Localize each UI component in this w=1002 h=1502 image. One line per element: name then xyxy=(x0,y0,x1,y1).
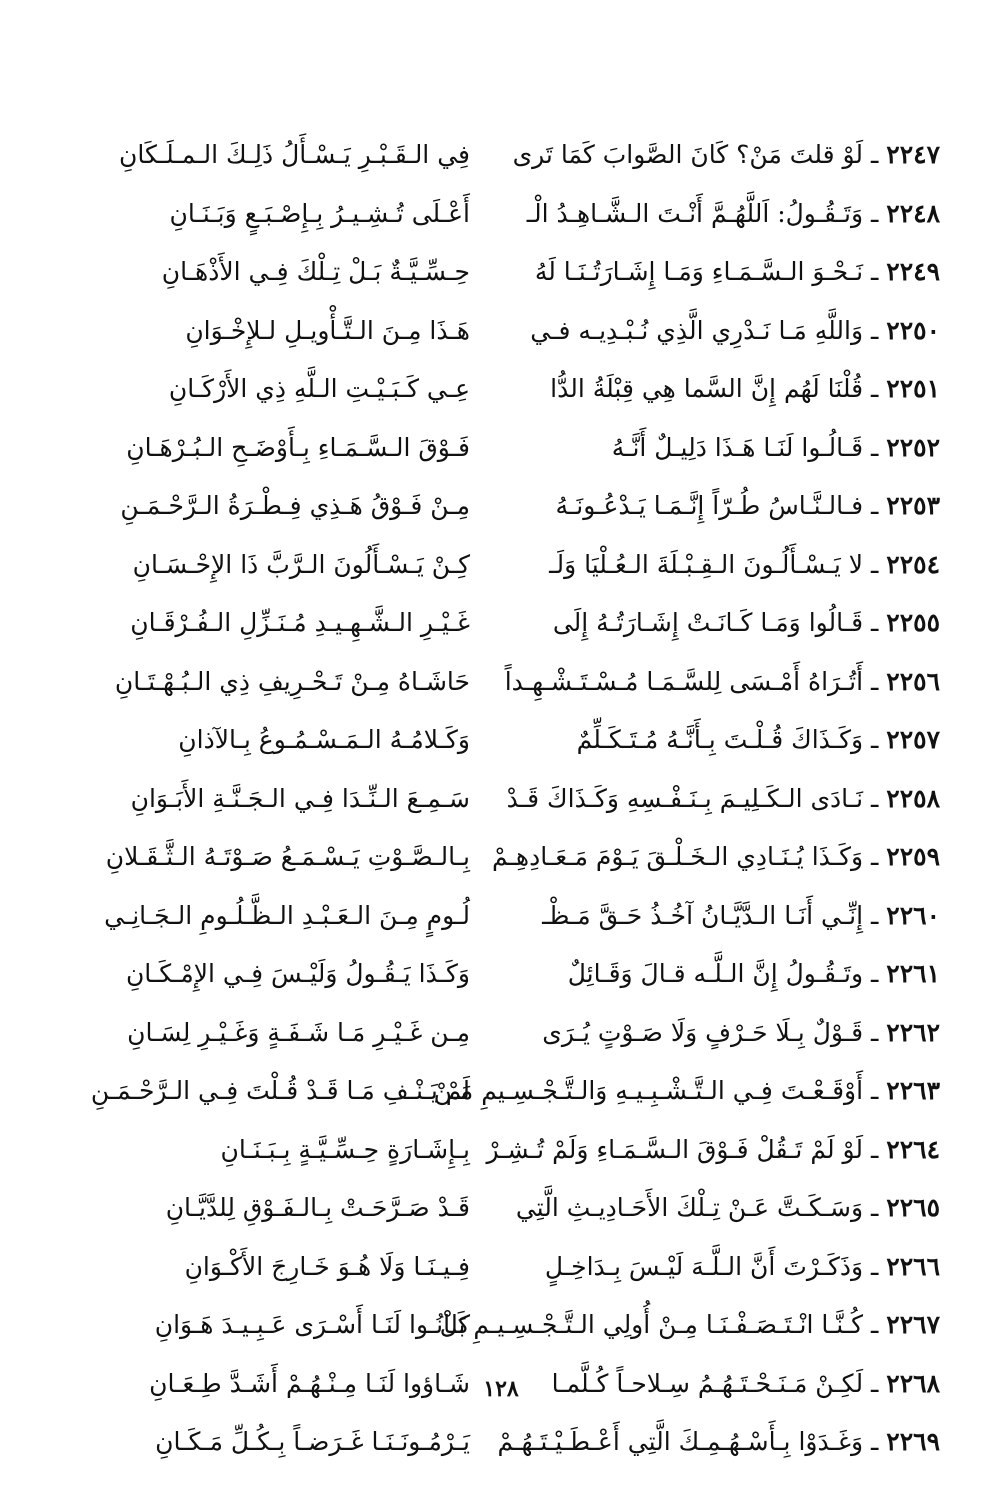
verse-row xyxy=(40,653,940,712)
verse-first-hemistich xyxy=(500,1238,940,1296)
verse-number: ٢٢٦٨ xyxy=(886,1368,940,1398)
verse-first-hemistich xyxy=(500,1004,940,1062)
verse-first-hemistich-text: قُلْنَا لَهُم إِنَّ السَّما هِي قِبْلَةُ الدُّا xyxy=(550,374,864,404)
verse-number-dash: ـ xyxy=(863,1310,887,1340)
verse-first-hemistich-text: وَكَـذَاكَ قُـلْـتَ بِـأَنَّـهُ مُـتَـكَـلِّمٌ xyxy=(576,725,864,755)
verse-row xyxy=(40,185,940,244)
verse-second-hemistich: فَـوْقَ الـسَّـمَـاءِ بِـأَوْضَـحِ الـبُـرْهَـانِ xyxy=(126,432,470,462)
verse-first-hemistich xyxy=(500,945,940,1003)
verse-row xyxy=(40,536,940,595)
verse-row xyxy=(40,419,940,478)
verse-number: ٢٢٦٢ xyxy=(886,1017,940,1047)
verse-number: ٢٢٥١ xyxy=(886,374,940,404)
verse-first-hemistich xyxy=(500,126,940,184)
verse-number: ٢٢٥٨ xyxy=(886,783,940,813)
verse-number: ٢٢٥٥ xyxy=(886,608,940,638)
verse-first-hemistich-text: إِنِّـي أَنَـا الـدَّيَّـانُ آخُـذُ حَـقَّ مَـظْـ xyxy=(542,900,864,930)
verse-second-hemistich: قَـدْ صَـرَّحَـتْ بِـالـفَـوْقِ لِلدَّيَّـانِ xyxy=(165,1193,470,1223)
verse-first-hemistich xyxy=(486,1121,940,1179)
verse-number-dash: ـ xyxy=(863,725,887,755)
verse-number-dash: ـ xyxy=(863,959,887,989)
verse-second-hemistich: لُـومٍ مِـنَ الـعَـبْـدِ الـظَّـلُـومِ الـجَـانِـي xyxy=(104,900,470,930)
verse-number: ٢٢٦٣ xyxy=(886,1076,940,1106)
verse-row xyxy=(40,1062,940,1121)
page-number: ١٢٨ xyxy=(483,1376,519,1402)
verse-first-hemistich-text: لَوْ لَمْ تَـقُلْ فَـوْقَ الـسَّـمَـاءِ وَلَمْ تُـشِـرْ xyxy=(486,1134,864,1164)
verse-number-dash: ـ xyxy=(863,1076,887,1106)
verse-number: ٢٢٥٤ xyxy=(886,549,940,579)
verse-second-hemistich: مِـنْ فَـوْقُ هَـذِي فِـطْـرَةُ الـرَّحْـمَـنِ xyxy=(120,491,470,521)
verse-first-hemistich xyxy=(500,536,940,594)
verse-first-hemistich-text: لَكِـنْ مَـنَـحْـتَـهُـمُ سِـلاحـاً كُـلَّمـا xyxy=(551,1368,864,1398)
verse-row xyxy=(40,477,940,536)
verse-first-hemistich-text: وَغَـدَوْا بِـأَسْـهُـمِـكَ الَّتِي أَعْـطَـيْـتَـهُـمْ xyxy=(497,1427,864,1457)
verse-second-hemistich: بِـإِشَـارَةٍ حِـسِّـيَّـةٍ بِـبَـنَـانِ xyxy=(220,1134,470,1164)
verse-first-hemistich-text: لَوْ قلتَ مَنْ؟ كَانَ الصَّوابَ كَمَا تَرى xyxy=(512,140,864,170)
verse-number: ٢٢٦٦ xyxy=(886,1251,940,1281)
verse-first-hemistich xyxy=(439,1296,940,1354)
verse-number-dash: ـ xyxy=(863,1368,887,1398)
verse-row xyxy=(40,594,940,653)
verse-second-hemistich: سَـمِـعَ الـنِّـدَا فِـي الـجَـنَّـةِ الأَبَـوَانِ xyxy=(130,783,470,813)
verse-number-dash: ـ xyxy=(863,140,887,170)
verse-number: ٢٢٦٥ xyxy=(886,1193,940,1223)
verse-row xyxy=(40,1121,940,1180)
verse-first-hemistich xyxy=(500,419,940,477)
verse-first-hemistich xyxy=(500,185,940,243)
verse-first-hemistich-text: كُـنَّـا انْـتَـصَـفْـنَـا مِـنْ أُولِي الـتَّـجْـسِـيـمِ بَلْ xyxy=(439,1310,864,1340)
verse-first-hemistich-text: نَـحْـوَ الـسَّـمَـاءِ وَمَـا إِشَـارَتُـنَـا لَهُ xyxy=(534,257,864,287)
verse-first-hemistich xyxy=(500,770,940,828)
verse-number-dash: ـ xyxy=(863,1427,887,1457)
verse-first-hemistich xyxy=(500,887,940,945)
verse-first-hemistich xyxy=(500,1179,940,1237)
verse-number-dash: ـ xyxy=(863,491,887,521)
verse-second-hemistich: بِـالـصَّـوْتِ يَـسْـمَـعُ صَـوْتَـهُ الـثَّـقَـلانِ xyxy=(105,842,470,872)
verse-second-hemistich: شَـاؤوا لَنَـا مِـنْـهُـمْ أَشَـدَّ طِـعَـانِ xyxy=(149,1368,470,1398)
verse-first-hemistich-text: أَتُـرَاهُ أَمْـسَى لِلسَّـمَـا مُـسْـتَـشْـهِـداً xyxy=(504,666,864,696)
verse-second-hemistich: وَكَـذَا يَـقُـولُ وَلَيْـسَ فِـي الإِمْـكَـانِ xyxy=(125,959,470,989)
verse-first-hemistich xyxy=(500,653,940,711)
verse-second-hemistich: كَـانُـوا لَنَـا أَسْـرَى عَـبِـيـدَ هَـوَانِ xyxy=(154,1310,470,1340)
verse-row xyxy=(40,828,940,887)
verse-second-hemistich: مِـن غَـيْـرِ مَـا شَـفَـةٍ وَغَـيْـرِ لِسَـانِ xyxy=(127,1017,470,1047)
verse-number: ٢٢٤٩ xyxy=(886,257,940,287)
verse-number: ٢٢٤٨ xyxy=(886,198,940,228)
verse-second-hemistich: وَكَـلامُـهُ الـمَـسْـمُـوعُ بِـالآذانِ xyxy=(178,725,470,755)
verse-first-hemistich-text: وَتَـقُـولُ: اَللَّهُـمَّ أَنْـتَ الـشَّـاهِـدُ الْـ xyxy=(526,198,864,228)
verse-first-hemistich-text: نَـادَى الـكَـلِيـمَ بِـنَـفْـسِهِ وَكَـذَاكَ قَـدْ xyxy=(506,783,864,813)
verse-number: ٢٢٥٠ xyxy=(886,315,940,345)
verse-first-hemistich-text: وَذَكَـرْتَ أَنَّ الـلَّـهَ لَيْـسَ بِـدَاخِـلٍ xyxy=(544,1251,864,1281)
verse-first-hemistich-text: قَـوْلٌ بِـلَا حَـرْفٍ وَلَا صَـوْتٍ يُـرَى xyxy=(542,1017,864,1047)
verse-second-hemistich: كِـنْ يَـسْـأَلُونَ الـرَّبَّ ذَا الإِحْـسَـانِ xyxy=(132,549,470,579)
verse-row xyxy=(40,243,940,302)
verse-row xyxy=(40,1004,940,1063)
verse-number-dash: ـ xyxy=(863,1017,887,1047)
verse-row xyxy=(40,887,940,946)
verse-number-dash: ـ xyxy=(863,432,887,462)
verse-number-dash: ـ xyxy=(863,1193,887,1223)
verse-number: ٢٢٥٦ xyxy=(886,666,940,696)
verse-number-dash: ـ xyxy=(863,783,887,813)
verse-number-dash: ـ xyxy=(863,1134,887,1164)
verse-first-hemistich-text: أَوْقَـعْـتَ فِـي الـتَّـشْـبِـيـهِ وَالـتَّـجْـسِـيمِ مَـنْ xyxy=(433,1076,864,1106)
verse-number: ٢٢٦٤ xyxy=(886,1134,940,1164)
verse-first-hemistich-text: وَاللَّهِ مَـا نَـدْرِي الَّذِي نُـبْـدِيـه فـي xyxy=(530,315,864,345)
verse-number: ٢٢٥٩ xyxy=(886,842,940,872)
verse-number-dash: ـ xyxy=(863,257,887,287)
verse-first-hemistich xyxy=(500,594,940,652)
verse-second-hemistich: فِي الـقَـبْـرِ يَـسْـأَلُ ذَلِـكَ الـمـلَـكَانِ xyxy=(119,140,470,170)
verse-number-dash: ـ xyxy=(863,315,887,345)
verse-first-hemistich xyxy=(500,302,940,360)
verse-number: ٢٢٦٩ xyxy=(886,1427,940,1457)
verse-first-hemistich-text: قَـالُوا وَمَـا كَـانَـتْ إِشَـارَتُـهُ إِلَى xyxy=(552,608,864,638)
verse-first-hemistich-text: قَـالُـوا لَنَـا هَـذَا دَلِيـلٌ أَنَّـهُ xyxy=(611,432,864,462)
verse-second-hemistich: أَعْـلَى تُـشِـيـرُ بِـإِصْـبَـعٍ وَبَـنَـانِ xyxy=(169,198,470,228)
verse-number-dash: ـ xyxy=(863,842,887,872)
verse-row xyxy=(40,945,940,1004)
verse-first-hemistich xyxy=(497,1413,940,1471)
verse-first-hemistich-text: وَسَـكَـتَّ عَـنْ تِـلْكَ الأَحَـادِيـثِ الَّتِي xyxy=(515,1193,864,1223)
verse-second-hemistich: يَـرْمُـونَـنَـا غَـرَضـاً بِـكُـلِّ مَـكَـانِ xyxy=(155,1427,470,1457)
verse-first-hemistich xyxy=(433,1062,940,1120)
verse-second-hemistich: هَـذَا مِـنَ الـتَّـأْويـلِ لـلإِخْـوَانِ xyxy=(185,315,470,345)
verse-second-hemistich: عِـي كَـبَـيْـتِ الـلَّهِ ذِي الأَرْكَـانِ xyxy=(168,374,470,404)
verse-number: ٢٢٦٠ xyxy=(886,900,940,930)
verse-first-hemistich xyxy=(500,360,940,418)
verse-row xyxy=(40,126,940,185)
verse-second-hemistich: فِـيـنَـا وَلَا هُـوَ خَـارِجَ الأَكْـوَانِ xyxy=(184,1251,470,1281)
verse-row xyxy=(40,1296,940,1355)
verse-number-dash: ـ xyxy=(863,198,887,228)
verse-number: ٢٢٥٧ xyxy=(886,725,940,755)
verse-row xyxy=(40,1413,940,1472)
verse-number-dash: ـ xyxy=(863,666,887,696)
verse-number: ٢٢٥٢ xyxy=(886,432,940,462)
verse-row xyxy=(40,770,940,829)
verse-second-hemistich: لَمْ يَـنْـفِ مَـا قَـدْ قُـلْتَ فِـي الـرَّحْـمَـنِ xyxy=(90,1076,470,1106)
verse-number-dash: ـ xyxy=(863,1251,887,1281)
verse-first-hemistich xyxy=(500,477,940,535)
verse-row xyxy=(40,360,940,419)
verse-first-hemistich-text: وتَـقُـولُ إِنَّ الـلَّـه قـالَ وَقَـائِلٌ xyxy=(567,959,864,989)
verse-number-dash: ـ xyxy=(863,549,887,579)
verse-second-hemistich: حَاشَـاهُ مِـنْ تَـحْـرِيفِ ذِي الـبُـهْـتَـانِ xyxy=(114,666,470,696)
verse-number-dash: ـ xyxy=(863,900,887,930)
verse-number: ٢٢٦٧ xyxy=(886,1310,940,1340)
verse-row xyxy=(40,1238,940,1297)
verse-number: ٢٢٦١ xyxy=(886,959,940,989)
verse-first-hemistich-text: فـالـنَّـاسُ طُـرّاً إِنَّـمَـا يَـدْعُـونَـهُ xyxy=(555,491,864,521)
verse-number-dash: ـ xyxy=(863,608,887,638)
verse-number: ٢٢٥٣ xyxy=(886,491,940,521)
verse-second-hemistich: حِـسِّـيَّـةٌ بَـلْ تِـلْكَ فِـي الأَذْهَـانِ xyxy=(161,257,470,287)
verse-first-hemistich-text: وَكَـذَا يُـنَـادِي الـخَـلْـقَ يَـوْمَ مَـعَـادِهِـمْ xyxy=(491,842,864,872)
verse-number-dash: ـ xyxy=(863,374,887,404)
verse-first-hemistich-text: لا يَـسْـأَلُـونَ الـقِـبْـلَةَ الـعُـلْيَا وَلَـ xyxy=(549,549,864,579)
verse-first-hemistich xyxy=(491,828,940,886)
verse-first-hemistich xyxy=(500,243,940,301)
verse-first-hemistich xyxy=(500,711,940,769)
verse-list xyxy=(40,126,940,1472)
verse-number: ٢٢٤٧ xyxy=(886,140,940,170)
verse-second-hemistich: غَـيْـرِ الـشَّـهِـيـدِ مُـنَـزِّلِ الـفُـرْقَـانِ xyxy=(130,608,470,638)
verse-row xyxy=(40,302,940,361)
verse-row xyxy=(40,1179,940,1238)
verse-row xyxy=(40,711,940,770)
